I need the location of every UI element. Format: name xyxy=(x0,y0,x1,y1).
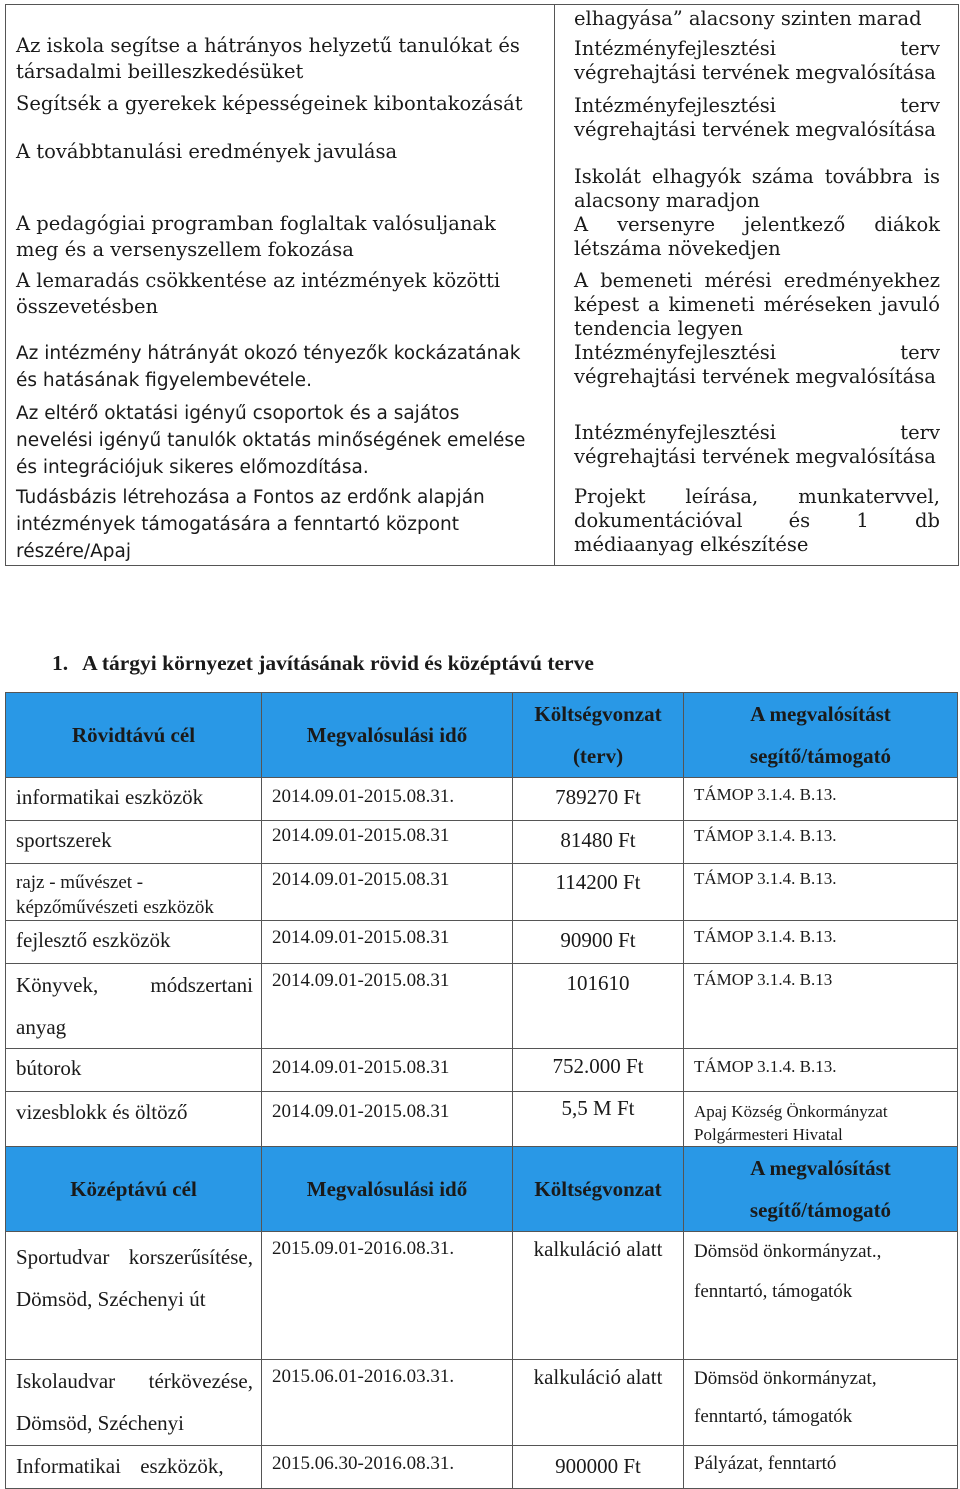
goal-cell: Sportudvar korszerűsítése, Dömsöd, Széchenyi út xyxy=(16,1245,253,1311)
cost-cell: 752.000 Ft xyxy=(552,1054,644,1078)
left-cell: A pedagógiai programban foglaltak valósuljanak meg és a versenyszellem fokozása xyxy=(16,212,496,261)
support-cell: Dömsöd önkormányzat., fenntartó, támogatók xyxy=(694,1241,882,1302)
right-cell: Intézményfejlesztési terv végrehajtási tervének megvalósítása xyxy=(574,94,940,141)
cost-cell: 5,5 M Ft xyxy=(561,1096,635,1120)
mid-term-header-row xyxy=(6,1147,958,1232)
table-row xyxy=(6,1049,958,1092)
right-cell: elhagyása” alacsony szinten marad xyxy=(574,7,922,30)
left-cell-text: Az intézmény hátrányát okozó tényezők kockázatának és hatásának figyelembevétele. xyxy=(16,343,521,391)
left-cell: A lemaradás csökkentése az intézmények közötti összevetésben xyxy=(16,269,501,318)
time-cell: 2014.09.01-2015.08.31 xyxy=(272,869,450,890)
header-time: Megvalósulási idő xyxy=(262,693,513,778)
header-time: Megvalósulási idő xyxy=(262,1147,513,1232)
header-goal: Rövidtávú cél xyxy=(6,693,262,778)
goal-cell: Könyvek, módszertani anyag xyxy=(16,973,253,1039)
cost-cell: 900000 Ft xyxy=(555,1454,641,1478)
header-cost: Költségvonzat xyxy=(513,1147,684,1232)
goal-cell: sportszerek xyxy=(16,828,112,852)
table-row xyxy=(6,778,958,821)
support-cell: TÁMOP 3.1.4. B.13. xyxy=(694,869,837,888)
right-cell: Intézményfejlesztési terv végrehajtási tervének megvalósítása xyxy=(574,421,940,468)
cost-cell: 90900 Ft xyxy=(560,928,636,952)
goals-table xyxy=(5,4,959,566)
table-row xyxy=(6,921,958,964)
left-cell xyxy=(16,484,538,565)
short-term-header-row xyxy=(6,693,958,778)
support-cell: Apaj Község Önkormányzat Polgármesteri Hivatal xyxy=(694,1102,888,1144)
support-cell: TÁMOP 3.1.4. B.13. xyxy=(694,1057,837,1076)
support-cell: TÁMOP 3.1.4. B.13. xyxy=(694,785,837,804)
time-cell: 2014.09.01-2015.08.31. xyxy=(272,786,455,807)
left-cell-text: Az eltérő oktatási igényű csoportok és a sajátos nevelési igényű tanulók oktatás minőségének emelése és integrációjuk sikeres előmozdítása. xyxy=(16,403,526,478)
table-row xyxy=(6,1360,958,1446)
section-number: 1. xyxy=(52,651,69,675)
left-cell: A továbbtanulási eredmények javulása xyxy=(16,140,398,163)
section-heading xyxy=(52,651,594,676)
left-cell: Az iskola segítse a hátrányos helyzetű tanulókat és társadalmi beilleszkedésüket xyxy=(16,34,520,83)
table-row xyxy=(6,1446,958,1489)
table-row xyxy=(6,1232,958,1360)
support-cell: TÁMOP 3.1.4. B.13 xyxy=(694,970,833,989)
cost-cell: kalkuláció alatt xyxy=(533,1237,663,1261)
time-cell: 2015.09.01-2016.08.31. xyxy=(272,1238,455,1259)
time-cell: 2014.09.01-2015.08.31 xyxy=(272,927,450,948)
time-cell: 2014.09.01-2015.08.31 xyxy=(272,825,450,846)
header-support: A megvalósítást segítő/támogató xyxy=(684,693,958,778)
right-cell: A versenyre jelentkező diákok létszáma növekedjen xyxy=(574,213,940,260)
goal-cell: fejlesztő eszközök xyxy=(16,928,171,952)
left-cell-text: Tudásbázis létrehozása a Fontos az erdőnk alapján intézmények támogatására a fenntartó központ részére/Apaj xyxy=(16,487,485,562)
goal-cell: rajz - művészet - képzőművészeti eszközök xyxy=(16,872,214,918)
cost-cell: 789270 Ft xyxy=(555,785,641,809)
time-cell: 2014.09.01-2015.08.31 xyxy=(272,1101,450,1122)
plan-table xyxy=(5,692,958,1489)
right-cell: Iskolát elhagyók száma továbbra is alacsony maradjon xyxy=(574,165,940,212)
time-cell: 2015.06.30-2016.08.31. xyxy=(272,1453,455,1474)
support-cell: Dömsöd önkormányzat, fenntartó, támogatók xyxy=(694,1368,877,1427)
right-cell: Intézményfejlesztési terv végrehajtási tervének megvalósítása xyxy=(574,341,940,388)
right-cell: A bemeneti mérési eredményekhez képest a kimeneti méréseken javuló tendencia legyen xyxy=(574,269,940,340)
right-cell: Projekt leírása, munkatervvel, dokumentációval és 1 db médiaanyag elkészítése xyxy=(574,485,940,556)
cost-cell: 81480 Ft xyxy=(560,828,636,852)
header-cost: Költségvonzat (terv) xyxy=(513,693,684,778)
header-goal: Középtávú cél xyxy=(6,1147,262,1232)
left-cell xyxy=(16,400,538,481)
goal-cell: informatikai eszközök xyxy=(16,785,204,809)
header-support: A megvalósítást segítő/támogató xyxy=(684,1147,958,1232)
table-row xyxy=(6,964,958,1049)
time-cell: 2014.09.01-2015.08.31 xyxy=(272,970,450,991)
cost-cell: 114200 Ft xyxy=(555,870,641,894)
cost-cell: kalkuláció alatt xyxy=(533,1365,663,1389)
support-cell: Pályázat, fenntartó xyxy=(694,1453,837,1474)
table-row xyxy=(6,1092,958,1147)
time-cell: 2015.06.01-2016.03.31. xyxy=(272,1366,455,1387)
right-cell: Intézményfejlesztési terv végrehajtási tervének megvalósítása xyxy=(574,37,940,84)
goal-cell: vizesblokk és öltöző xyxy=(16,1100,188,1124)
goal-cell: Iskolaudvar térkövezése, Dömsöd, Széchenyi xyxy=(16,1369,253,1435)
table-row xyxy=(6,821,958,864)
column-divider xyxy=(554,5,555,565)
goal-cell: Informatikai eszközök, xyxy=(16,1454,224,1478)
left-cell: Segítsék a gyerekek képességeinek kibontakozását xyxy=(16,92,523,115)
cost-cell: 101610 xyxy=(566,971,630,995)
goal-cell: bútorok xyxy=(16,1056,82,1080)
support-cell: TÁMOP 3.1.4. B.13. xyxy=(694,826,837,845)
support-cell: TÁMOP 3.1.4. B.13. xyxy=(694,927,837,946)
left-cell xyxy=(16,340,538,394)
section-title: A tárgyi környezet javításának rövid és középtávú terve xyxy=(82,651,594,675)
table-row xyxy=(6,864,958,921)
time-cell: 2014.09.01-2015.08.31 xyxy=(272,1057,450,1078)
